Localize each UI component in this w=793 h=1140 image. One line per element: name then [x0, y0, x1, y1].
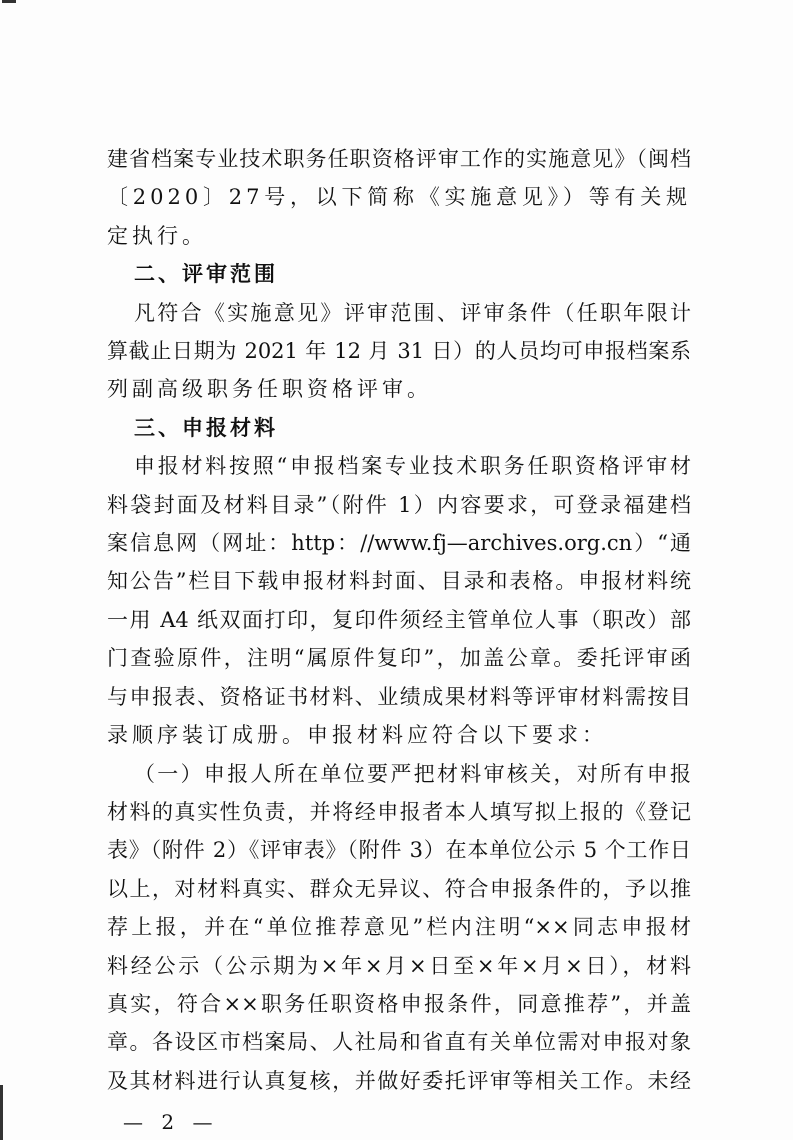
text-line: 案信息网（网址：http：//www.fj—archives.org.cn）“通	[107, 531, 691, 556]
page-number: — 2 —	[123, 1110, 219, 1135]
text-line: 录顺序装订成册。申报材料应符合以下要求：	[107, 723, 607, 748]
text-line: 算截止日期为 2021 年 12 月 31 日）的人员均可申报档案系	[107, 339, 691, 364]
text-line: 三、申报材料	[134, 415, 278, 440]
text-line: 荐上报，并在“单位推荐意见”栏内注明“××同志申报材	[107, 915, 691, 940]
text-line: 及其材料进行认真复核，并做好委托评审等相关工作。未经	[107, 1068, 691, 1093]
text-line: 料经公示（公示期为×年×月×日至×年×月×日），材料	[107, 953, 691, 978]
text-line: 凡符合《实施意见》评审范围、评审条件（任职年限计	[134, 300, 691, 325]
text-line: 知公告”栏目下载申报材料封面、目录和表格。申报材料统	[107, 569, 691, 594]
paragraph	[107, 447, 691, 754]
text-line: 料袋封面及材料目录”（附件 1）内容要求，可登录福建档	[107, 492, 691, 517]
body-text	[107, 140, 691, 1100]
text-line: 表》（附件 2）《评审表》（附件 3）在本单位公示 5 个工作日	[107, 838, 691, 863]
text-line: 申报材料按照“申报档案专业技术职务任职资格评审材	[134, 454, 691, 479]
text-line: （一）申报人所在单位要严把材料审核关，对所有申报	[134, 761, 691, 786]
text-line: 以上，对材料真实、群众无异议、符合申报条件的，予以推	[107, 876, 691, 901]
paragraph	[107, 755, 691, 1101]
text-line: 一用 A4 纸双面打印，复印件须经主管单位人事（职改）部	[107, 607, 691, 632]
paragraph	[107, 140, 691, 255]
text-line: 建省档案专业技术职务任职资格评审工作的实施意见》（闽档	[107, 147, 691, 171]
text-line: 列副高级职务任职资格评审。	[107, 377, 432, 402]
paragraph	[107, 294, 691, 409]
scan-mark-left	[0, 1085, 3, 1140]
scan-mark-top	[2, 0, 16, 3]
section-heading	[107, 409, 691, 447]
text-line: 材料的真实性负责，并将经申报者本人填写拟上报的《登记	[107, 799, 691, 824]
text-line: 与申报表、资格证书材料、业绩成果材料等评审材料需按目	[107, 684, 691, 709]
text-line: 二、评审范围	[134, 262, 278, 287]
text-line: 门查验原件，注明“属原件复印”，加盖公章。委托评审函	[107, 646, 691, 671]
text-line: 〔2020〕27号，以下简称《实施意见》）等有关规定执行。	[107, 185, 691, 248]
text-line: 章。各设区市档案局、人社局和省直有关单位需对申报对象	[107, 1030, 691, 1055]
section-heading	[107, 255, 691, 293]
text-line: 真实，符合××职务任职资格申报条件，同意推荐”，并盖	[107, 991, 691, 1016]
